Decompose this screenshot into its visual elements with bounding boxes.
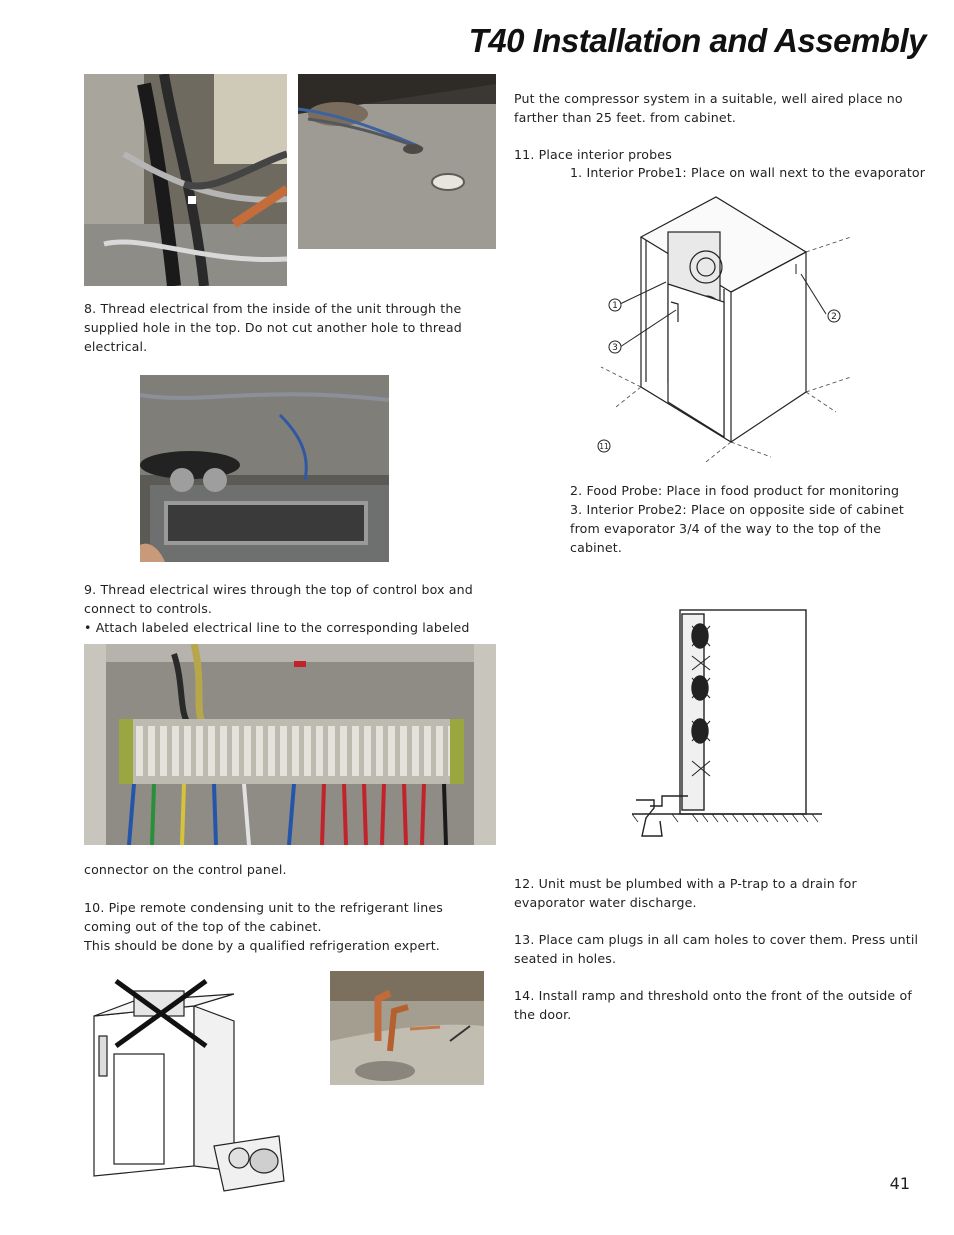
step-8-text: 8. Thread electrical from the inside of the unit through the supplied hole in the top. Do not cut another hole to thread electrical. — [84, 301, 462, 354]
probe-3-label: 3 — [612, 343, 618, 353]
step-10-text — [84, 899, 484, 955]
step-10-line-1: 10. Pipe remote condensing unit to the refrigerant lines coming out of the top of the cabinet. — [84, 900, 444, 934]
intro-text: Put the compressor system in a suitable, well aired place no farther than 25 feet. from cabinet. — [514, 91, 903, 125]
photo-control-box — [140, 375, 389, 562]
photo-hole-in-top — [298, 74, 496, 249]
step-9-text — [84, 581, 494, 637]
step-9-line-2: • Attach labeled electrical line to the corresponding labeled — [84, 619, 470, 635]
step-14-text: 14. Install ramp and threshold onto the front of the outside of the door. — [514, 988, 912, 1022]
step-9-continued: connector on the control panel. — [84, 862, 287, 877]
probe-11-label: 11 — [599, 442, 609, 451]
step-11-item-3: 3. Interior Probe2: Place on opposite side of cabinet from evaporator 3/4 of the way to the top of the cabinet. — [570, 502, 904, 555]
page-number: 41 — [889, 1174, 910, 1193]
photo-refrigerant-lines — [330, 971, 484, 1085]
step-9-line-1: 9. Thread electrical wires through the top of control box and connect to controls. — [84, 582, 473, 616]
step-11-item-1: 1. Interior Probe1: Place on wall next to the evaporator — [570, 165, 926, 180]
photo-wires-inside-unit — [84, 74, 287, 286]
step-11-item-2: 2. Food Probe: Place in food product for monitoring — [570, 483, 900, 498]
photo-terminal-block — [84, 644, 496, 845]
figure-condensing-unit-placement — [84, 966, 296, 1202]
step-12-text: 12. Unit must be plumbed with a P-trap to a drain for evaporator water discharge. — [514, 876, 857, 910]
probe-2-label: 2 — [831, 312, 837, 322]
figure-probe-locations — [596, 192, 856, 464]
step-13-text: 13. Place cam plugs in all cam holes to cover them. Press until seated in holes. — [514, 932, 919, 966]
step-11-title: 11. Place interior probes — [514, 147, 672, 162]
probe-1-label: 1 — [612, 301, 618, 311]
step-10-line-2: This should be done by a qualified refrigeration expert. — [84, 937, 440, 953]
figure-p-trap-drain — [632, 596, 830, 854]
page-title: T40 Installation and Assembly — [468, 22, 926, 59]
